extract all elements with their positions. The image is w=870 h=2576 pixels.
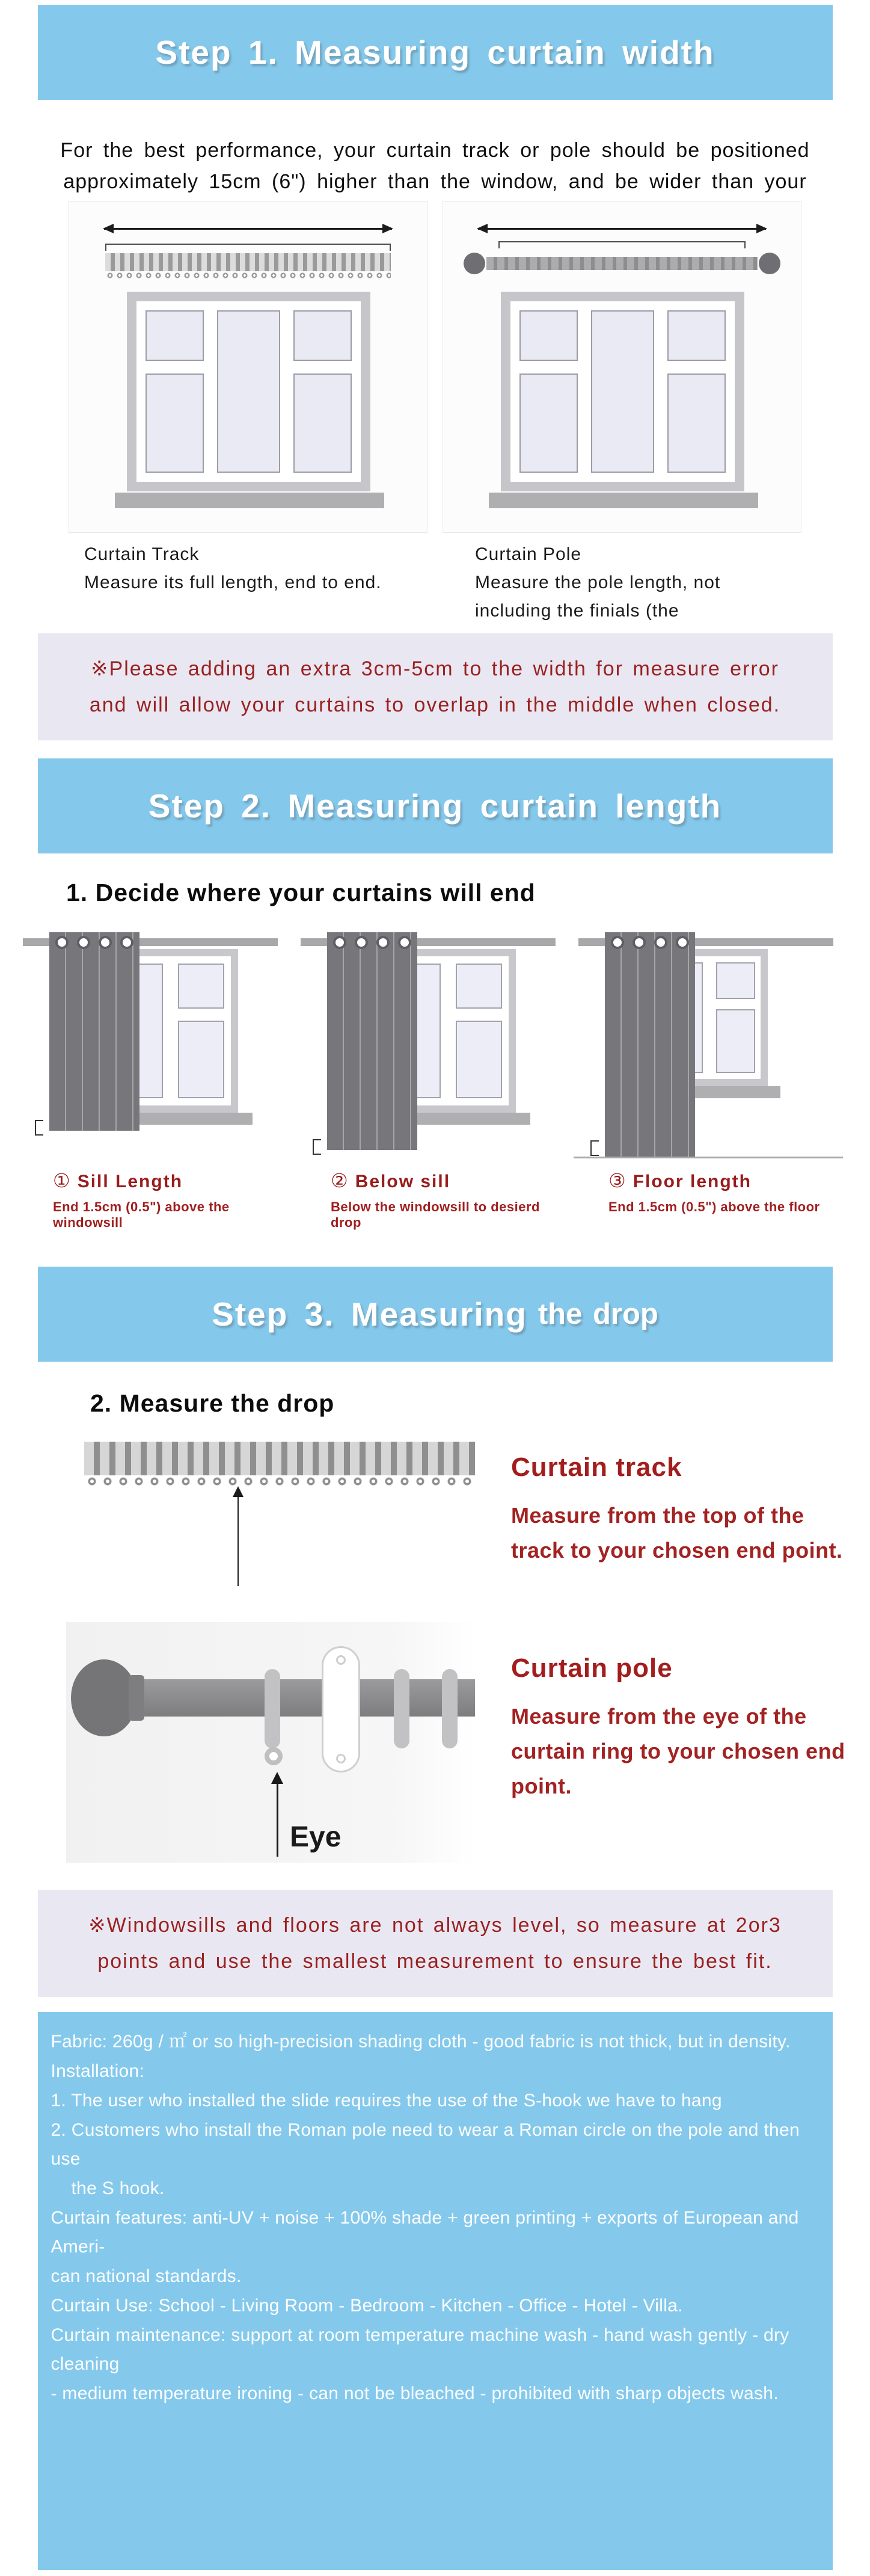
pole-title: Curtain pole <box>511 1653 673 1683</box>
step1-intro <box>0 135 870 197</box>
window-pane <box>519 310 578 361</box>
width-arrow-icon <box>478 228 766 230</box>
grommet-icon <box>120 936 133 949</box>
level-note <box>38 1890 833 1997</box>
curtain-pole-caption-title: Curtain Pole <box>475 544 582 564</box>
product-info-block <box>38 2012 833 2570</box>
step1-captions-row <box>84 540 870 625</box>
width-note-line2: and will allow your curtains to overlap in the middle when closed. <box>89 693 781 716</box>
option2-desc: Below the windowsill to desierd drop <box>331 1199 540 1230</box>
measure-pole-section <box>0 1622 870 1869</box>
option2-number: ② <box>331 1170 349 1191</box>
option2-title <box>331 1169 574 1192</box>
floor-line <box>574 1157 843 1158</box>
sill-length-illustration <box>18 929 296 1158</box>
grommet-icon <box>611 936 624 949</box>
step1-banner <box>38 5 833 100</box>
window-pane <box>667 373 726 473</box>
track-desc-line2: track to your chosen end point. <box>511 1538 843 1563</box>
option3-title-text: Floor length <box>633 1172 752 1191</box>
curtain-pole-figure <box>443 201 801 533</box>
curtain-pole-illustration <box>132 1679 475 1717</box>
pole-finial-collar <box>129 1675 144 1721</box>
info-installation: Installation: <box>51 2061 145 2081</box>
option1-number: ① <box>53 1170 72 1191</box>
grommet-icon <box>355 936 368 949</box>
window-pane <box>456 964 502 1008</box>
ring-eye-icon <box>265 1747 283 1765</box>
step2-banner-title: Step 2. Measuring curtain length <box>148 787 722 825</box>
grommet-icon <box>654 936 667 949</box>
grommet-icon <box>77 936 90 949</box>
eye-arrow-icon <box>277 1781 278 1857</box>
curtain-track-caption <box>84 540 442 625</box>
info-install-2: 2. Customers who install the Roman pole need to wear a Roman circle on the pole and then use <box>51 2120 800 2169</box>
track-title: Curtain track <box>511 1452 682 1482</box>
step3-banner-title: Step 3. Measuring <box>212 1296 527 1333</box>
step2-banner <box>38 758 833 853</box>
level-note-line1: ※Windowsills and floors are not always level, so measure at 2or3 <box>88 1914 782 1937</box>
window-pane <box>716 962 755 999</box>
width-note <box>38 633 833 740</box>
option-sill-length <box>18 929 296 1231</box>
window-pane <box>293 310 352 361</box>
pole-desc-line3: point. <box>511 1774 572 1798</box>
grommet-icon <box>99 936 112 949</box>
option3-number: ③ <box>608 1170 627 1191</box>
option2-title-text: Below sill <box>355 1172 451 1191</box>
step3-banner <box>38 1267 833 1362</box>
pole-text <box>511 1653 845 1804</box>
curtain-grommets <box>611 936 689 950</box>
pole-finial-right <box>759 253 780 274</box>
width-note-line1: ※Please adding an extra 3cm-5cm to the width for measure error <box>91 657 779 680</box>
info-features: Curtain features: anti-UV + noise + 100% shade + green printing + exports of European and Ameri- <box>51 2208 799 2257</box>
bracket-slot <box>333 1679 349 1739</box>
info-install-1: 1. The user who installed the slide requires the use of the S-hook we have to hang <box>51 2091 722 2110</box>
track-description <box>511 1498 843 1568</box>
step3-banner-subtitle: the drop <box>538 1298 658 1330</box>
measure-bracket-icon <box>498 241 746 248</box>
option1-title-text: Sill Length <box>77 1172 183 1191</box>
curtain-grommets <box>55 936 133 950</box>
curtain-ring <box>265 1669 280 1748</box>
curtain-track-illustration <box>84 1442 475 1475</box>
grommet-icon <box>376 936 390 949</box>
window-pane <box>178 1021 224 1098</box>
step1-intro-line2: approximately 15cm (6") higher than the window, and be wider than your <box>63 170 807 193</box>
step3-heading: 2. Measure the drop <box>90 1389 335 1417</box>
option1-title <box>53 1169 296 1192</box>
curtain-track-figure <box>69 201 427 533</box>
curtain-ring <box>394 1669 409 1748</box>
track-desc-line1: Measure from the top of the <box>511 1503 804 1528</box>
measure-end-bracket-icon <box>35 1120 43 1136</box>
curtain-track-illustration <box>105 253 391 271</box>
pole-desc-line2: curtain ring to your chosen end <box>511 1739 845 1763</box>
info-install-2b: the S hook. <box>71 2178 165 2198</box>
width-arrow-icon <box>104 228 392 230</box>
window-illustration <box>501 292 744 491</box>
grommet-icon <box>676 936 689 949</box>
level-note-line2: points and use the smallest measurement to ensure the best fit. <box>97 1950 773 1973</box>
up-arrow-icon <box>237 1496 239 1586</box>
step2-heading: 1. Decide where your curtains will end <box>66 879 536 906</box>
window-illustration <box>127 292 370 491</box>
measure-bracket-icon <box>105 244 391 251</box>
window-pane <box>591 310 654 473</box>
pole-description <box>511 1699 845 1804</box>
curtain-panel <box>327 932 417 1150</box>
step2-figures-row <box>0 929 870 1231</box>
pole-desc-line1: Measure from the eye of the <box>511 1704 807 1729</box>
info-use: Curtain Use: School - Living Room - Bedroom - Kitchen - Office - Hotel - Villa. <box>51 2296 683 2316</box>
measure-end-bracket-icon <box>313 1139 321 1155</box>
measure-end-bracket-icon <box>590 1140 599 1156</box>
window-pane <box>178 964 224 1008</box>
curtain-track-gliders <box>105 271 391 280</box>
grommet-icon <box>633 936 646 949</box>
below-sill-illustration <box>296 929 574 1158</box>
curtain-pole-caption-line: including the finials (the <box>475 601 679 621</box>
window-pane <box>519 373 578 473</box>
bracket-screw-icon <box>336 1754 346 1763</box>
curtain-pole-caption <box>475 540 720 625</box>
pole-bracket <box>322 1646 360 1772</box>
window-pane <box>716 1009 755 1073</box>
option3-desc: End 1.5cm (0.5") above the floor <box>608 1199 820 1214</box>
curtain-grommets <box>333 936 411 950</box>
bracket-screw-icon <box>336 1655 346 1665</box>
curtain-pole-caption-line: Measure the pole length, not <box>475 573 721 592</box>
pole-illustration-panel <box>66 1622 475 1863</box>
grommet-icon <box>398 936 411 949</box>
grommet-icon <box>55 936 69 949</box>
track-text <box>511 1452 843 1568</box>
curtain-panel <box>49 932 139 1131</box>
windowsill <box>115 493 384 508</box>
step1-figures-row <box>0 201 870 533</box>
option1-desc: End 1.5cm (0.5") above the windowsill <box>53 1199 230 1230</box>
window-pane <box>146 310 204 361</box>
window-pane <box>456 1021 502 1098</box>
curtain-panel <box>605 932 695 1158</box>
step1-intro-line1: For the best performance, your curtain track or pole should be positioned <box>60 139 810 162</box>
window-pane <box>146 373 204 473</box>
info-features-2: can national standards. <box>51 2266 242 2286</box>
info-maintenance: Curtain maintenance: support at room temperature machine wash - hand wash gently - dry cleaning <box>51 2325 789 2374</box>
grommet-icon <box>333 936 346 949</box>
pole-finial-left <box>464 253 485 274</box>
eye-label: Eye <box>290 1821 342 1853</box>
floor-length-illustration <box>574 929 851 1158</box>
windowsill <box>489 493 758 508</box>
window-pane <box>217 310 280 473</box>
option3-title <box>608 1169 851 1192</box>
option-floor-length <box>574 929 851 1231</box>
window-pane <box>293 373 352 473</box>
option-below-sill <box>296 929 574 1231</box>
curtain-track-caption-line: Measure its full length, end to end. <box>84 573 382 592</box>
info-maintenance-2: - medium temperature ironing - can not be bleached - prohibited with sharp objects wash. <box>51 2384 779 2403</box>
pole-finial <box>71 1659 137 1736</box>
curtain-ring <box>442 1669 458 1748</box>
window-pane <box>667 310 726 361</box>
measure-track-section <box>0 1436 870 1616</box>
step1-banner-title: Step 1. Measuring curtain width <box>155 34 715 71</box>
curtain-track-caption-title: Curtain Track <box>84 544 200 564</box>
curtain-pole-illustration <box>486 257 758 270</box>
info-fabric: Fabric: 260g / ㎡ or so high-precision shading cloth - good fabric is not thick, but in density. <box>51 2032 791 2052</box>
curtain-track-gliders <box>84 1475 475 1487</box>
